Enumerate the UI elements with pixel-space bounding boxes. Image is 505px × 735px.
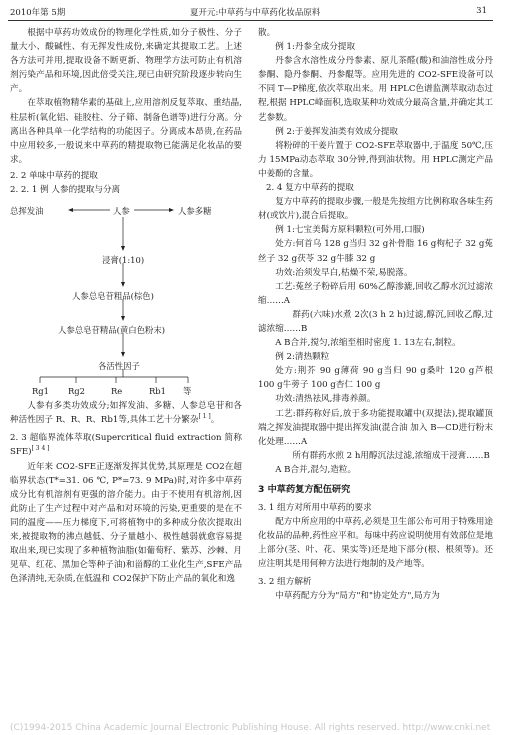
example-1-title: 例 1:丹参全成分提取 [275,42,356,53]
example-qingre-title: 例 2:清热颗粒 [275,352,330,363]
leaf-etc: 等 [183,386,192,397]
node-crude-saponins: 人参总皂苷粗品(棕色) [72,291,154,302]
example-qingre-efficacy: 功效:清热祛风,排毒养颜。 [275,394,376,405]
example-qingre-process-b: 所有群药水煎 2 h用醇沉法过滤,浓缩成干浸膏……B [292,450,490,461]
page-header [0,0,505,22]
paragraph-formula-analysis: 中草药配方分为"局方"和"协定处方",局方为 [275,590,440,601]
example-qingre-prescription: 处方:荆芥 90 g薄荷 90 g当归 90 g桑叶 120 g芦根 100 g牛蒡子 100 g杏仁 100 g [258,366,493,391]
example-1-body: 丹参含水溶性成分丹参素、原儿茶醛(酸)和油溶性成分丹参酮、隐丹参酮、丹参醌等。应用先进的 CO2-SFE设备可以不同 T—P梯度,依次萃取出来。用 HPLC色谱监测萃取动态过程,根据 HPLC峰面积,选取某种功效成分最高含量,并确定其工艺参数。 [258,56,493,123]
paragraph-extraction-basis: 根据中草药功效成份的物理化学性质,如分子极性、分子量大小、酸碱性、有无挥发性成份,来确定其提取工艺。上述各方法可并用,提取设备不断更新、物理学方法可防止有机溶剂污染产品和环境,因此倍受关注,现已由研究阶段逐步转向生产。 [10,28,242,95]
arrowhead-refined [121,316,125,321]
leaf-rg2: Rg2 [68,386,85,397]
example-2-body: 将粉碎的干姜片置于 CO2-SFE萃取器中,于温度 50℃,压力 15MPa动态萃取 30分钟,得到油状物。用 HPLC测定产品中姜酚的含量。 [258,140,493,179]
example-qibao-efficacy: 功效:治须发早白,枯燥不荣,易脱落。 [275,267,413,278]
ginseng-flowchart [10,201,242,397]
paragraph-ginseng-components: 人参有多类功效成分;如挥发油、多糖、人参总皂苷和各种活性因子 R、R、R、Rb1等,具体工艺十分繁杂[ 1 ]。 [10,401,242,426]
paragraph-separation: 在萃取植物精华素的基础上,应用溶剂反复萃取、重结晶,柱层析(氧化铝、硅胶柱、分子筛、制备色谱等)进行分离。分离出各种具单一化学结构的功能因子。分离成本昂贵,在药品中应用较多,一般说来中草药的精提取物已能满足化妆品的要求。 [10,98,242,165]
node-active-factors: 各活性因子 [98,361,140,372]
section-heading-3-2: 3. 2 组方解析 [258,576,312,587]
node-total-volatile-oil: 总挥发油 [10,206,44,217]
paragraph-compound-extraction: 复方中草药的提取步骤,一般是先按组方比例称取各味生药材(或饮片),混合后提取。 [258,197,493,222]
left-column [10,26,242,586]
example-2-title: 例 2:于姜挥发油类有效成分提取 [275,126,399,137]
paragraph-co2-sfe: 近年来 CO2-SFE正逐渐发挥其优势,其原理是 CO2在超临界状态(T*=31. 06 ℃, P*=73. 9 MPa)时,对许多中草药成分比有机溶剂有更强的溶介能力。由于不使用有机溶剂,因此防止了生产过程中对产品和对环境的污染,更重要的是在不同的温度——压力梯度下,可将植物中的多种成分依次提取出来,被提取物的沸点越低、分子量越小、极性越弱就愈容易提取出来,现已实现了多种植物油脂(如葡萄籽、紫苏、沙棘、月见草、红花、黑加仑等种子油)和甾醇的工业化生产,SFE产品色泽清纯,无杂质,在低温和 CO2保护下防止产品的氧化和逸 [10,461,242,585]
example-qibao-prescription: 处方:何首乌 128 g当归 32 g补骨脂 16 g枸杞子 32 g菟丝子 32 g茯苓 32 g牛膝 32 g [258,239,493,264]
node-refined-saponins: 人参总皂苷精品(黄白色粉末) [58,325,166,336]
leaf-re: Re [111,386,123,397]
citation-3-4: [ 3 4 ] [31,445,50,453]
section-heading-2-3: 2. 3 超临界流体萃取(Supercritical fluid extraction 简称 SFE)[ 3 4 ] [10,433,242,458]
example-qingre-process-ab: A B合并,混匀,造粒。 [275,464,357,475]
right-column [258,26,493,603]
section-heading-3-1: 3. 1 组方对所用中草药的要求 [258,503,372,514]
header-rule [8,20,493,21]
paragraph-herb-requirements: 配方中所应用的中草药,必须是卫生部公布可用于特殊用途化妆品的品种,药性应平和。每味中药应说明使用有效部位是地上部分(茎、叶、花、果实等)还是地下部分(根、根须等)。还应注明其是用何种方法进行炮制的及产地等。 [258,517,493,570]
header-page-number: 31 [476,6,487,16]
section-heading-3: 3 中草药复方配伍研究 [258,484,351,495]
arrowhead-extract [121,246,125,251]
paragraph-continuation: 散。 [258,28,276,38]
node-extract: 浸膏(1:10) [102,255,145,266]
leaf-rg1: Rg1 [32,386,49,397]
section-heading-2-2-1: 2. 2. 1 例 人参的提取与分离 [10,185,121,196]
section-heading-2-2: 2. 2 单味中草药的提取 [10,170,98,181]
copyright-footer: (C)1994-2015 China Academic Journal Electronic Publishing House. All rights reserved. http://www.cnki.net [10,723,491,733]
arrowhead-volatile-oil [68,208,73,212]
example-qibao-process-a: 工艺:菟丝子粉碎后用 60%乙醇渗漉,回收乙醇水沉过滤浓缩……A [258,281,493,306]
example-qingre-process-a: 工艺:群药称好后,放于多功能提取罐中(双提法),提取罐顶端之挥发油提取器中提出挥发油(混合油 加入 B—CD进行粉末化处理……A [258,408,493,447]
node-ginseng: 人参 [113,206,130,217]
section-heading-2-4: 2. 4 复方中草药的提取 [266,183,354,194]
header-issue: 2010年第 5期 [10,8,66,18]
example-qibao-title: 例 1:七宝美髯方原料颗粒(可外用,口服) [275,225,425,236]
leaf-rb1: Rb1 [149,386,166,397]
example-qibao-process-ab: A B合并,搅匀,浓缩至相时密度 1. 13左右,制粒。 [275,338,461,349]
example-qibao-process-b: 群药(六味)水煮 2次(3 h 2 h)过滤,醇沉,回收乙醇,过滤浓缩……B [258,309,493,334]
node-ginseng-polysaccharide: 人参多糖 [178,206,212,217]
arrowhead-crude [121,282,125,287]
header-title: 夏开元:中草药与中草药化妆品原料 [190,8,321,18]
arrowhead-factors [121,352,125,357]
citation-1: [ 1 ] [198,413,211,421]
arrowhead-polysaccharide [169,208,174,212]
